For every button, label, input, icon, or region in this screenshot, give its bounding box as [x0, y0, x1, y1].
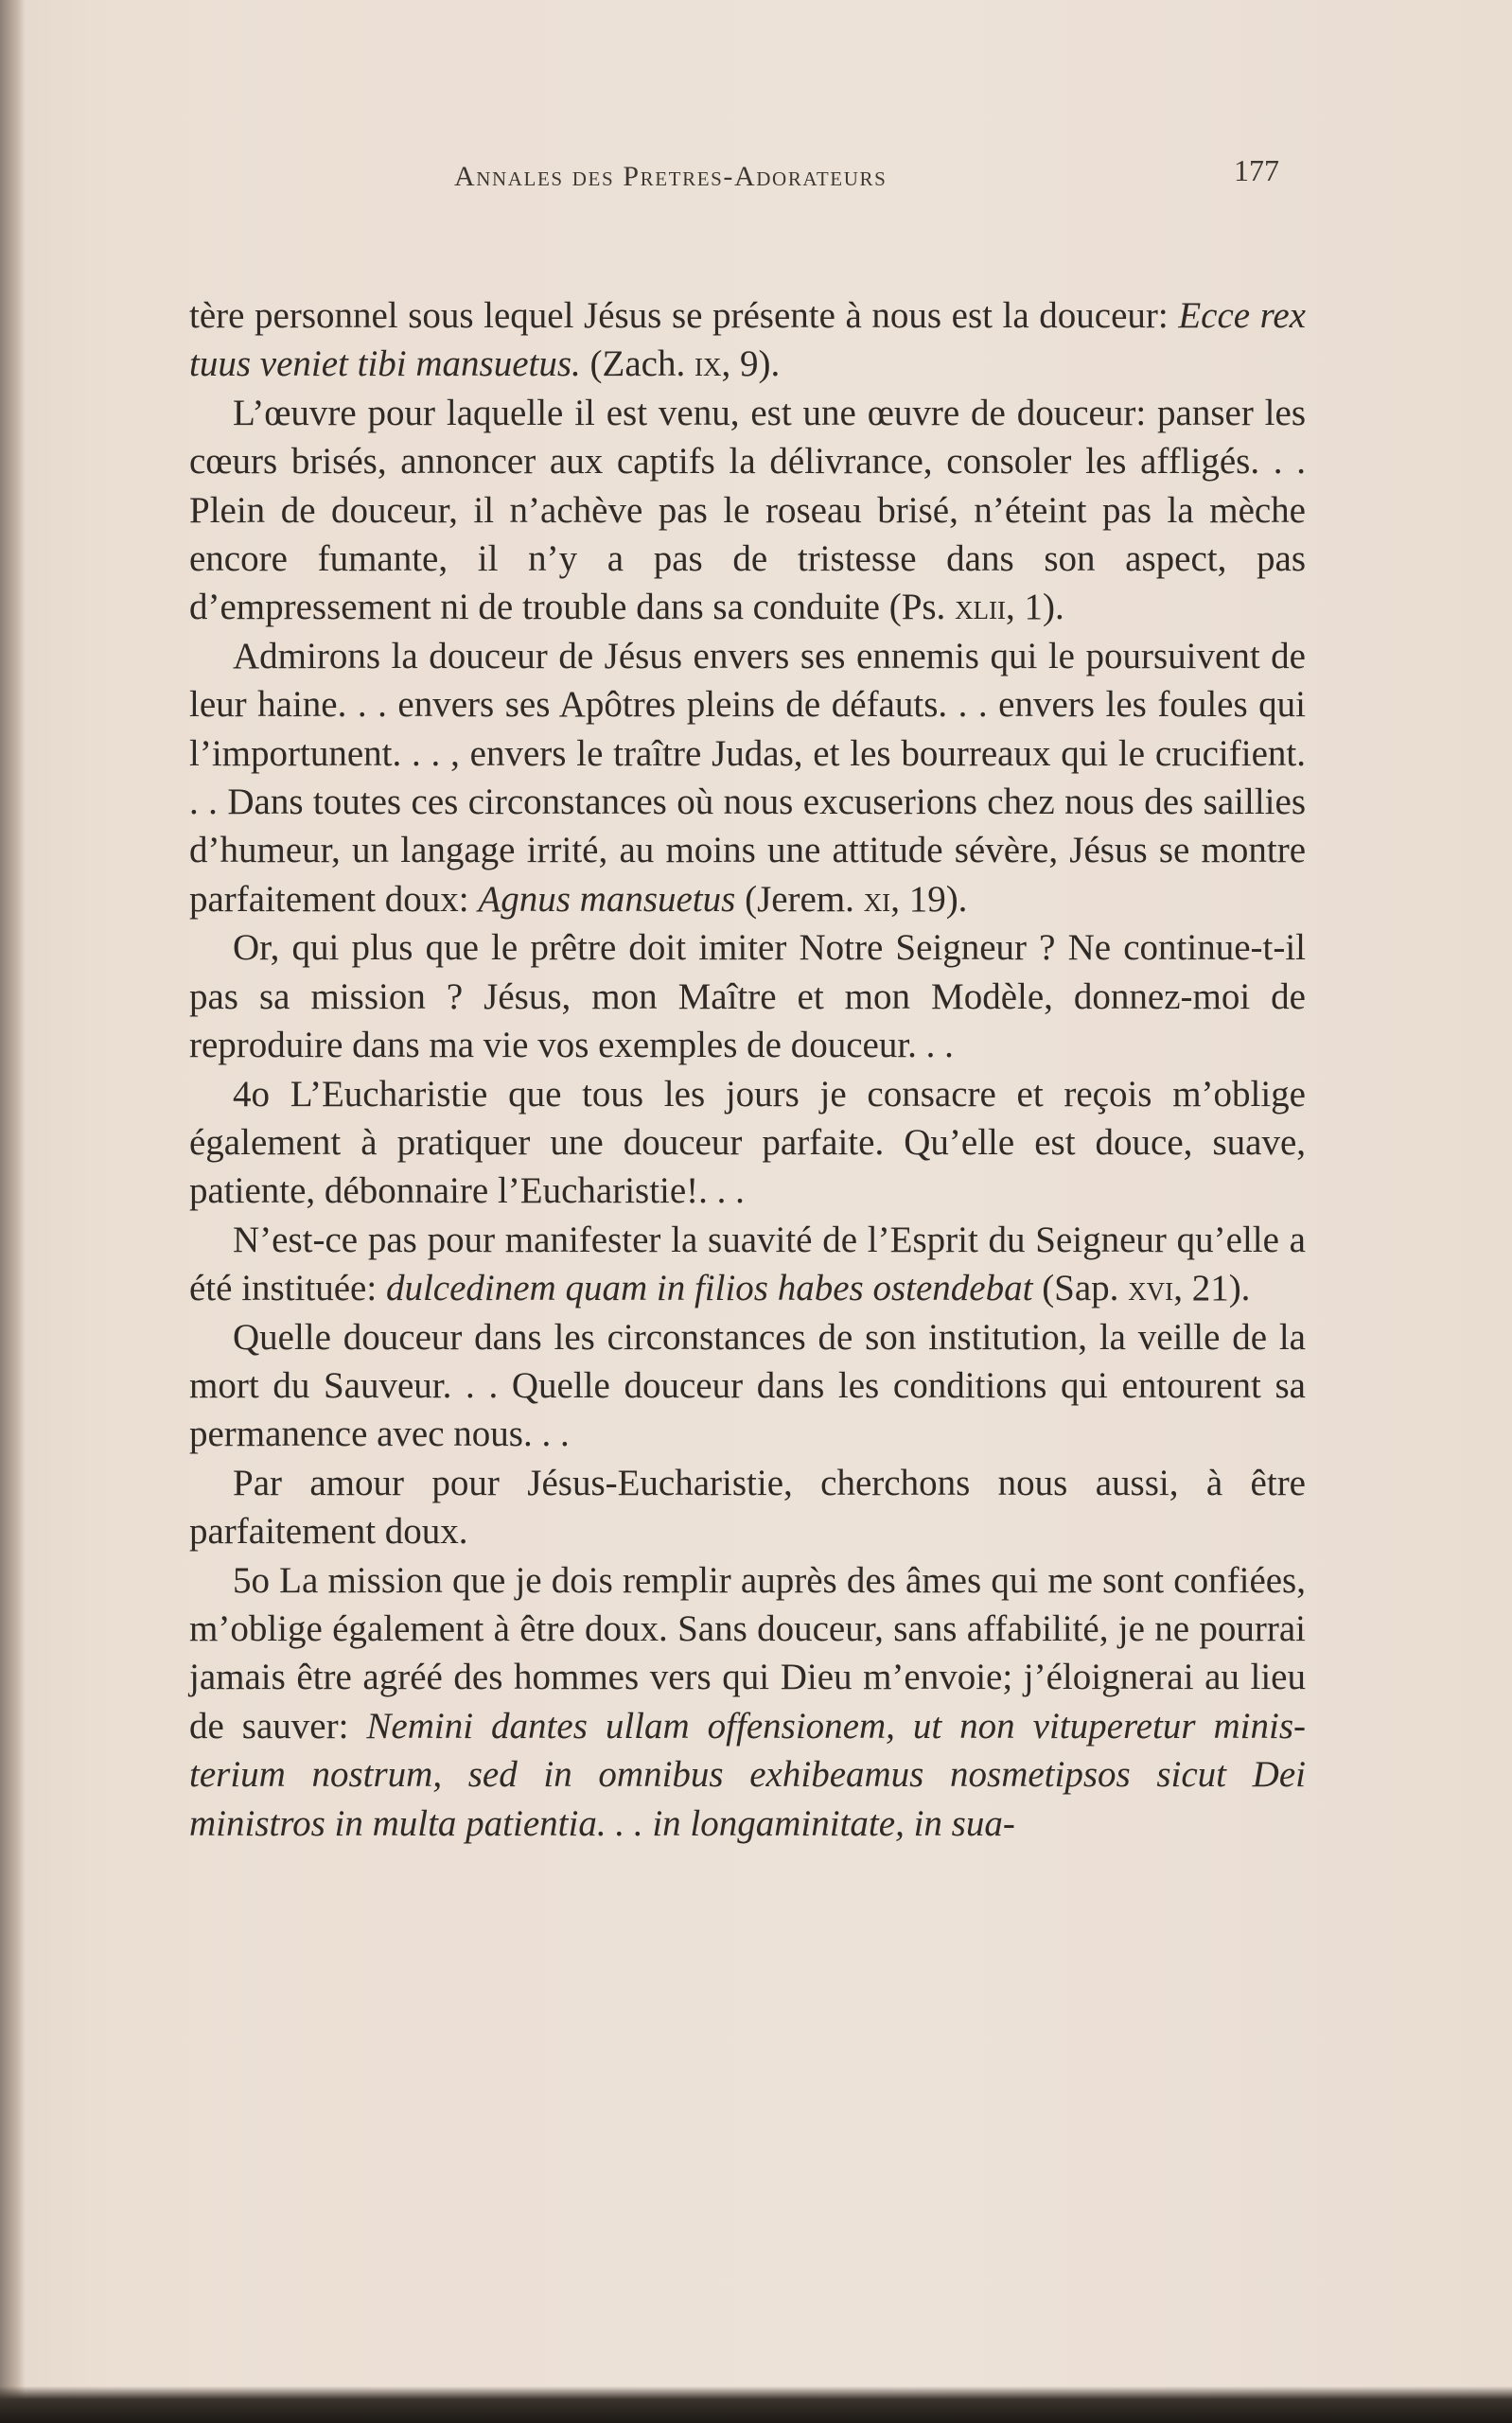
text-run: 5o La mission que je dois remplir auprès des âmes qui me sont confiées, m’oblige également à être doux. Sans douceur, sans affabilité, je ne pourrai jamais être agréé des hommes vers qui Dieu m’envoie; j’éloignerai au lieu de sauver: [189, 1559, 1306, 1747]
text-run: (Jerem. [735, 878, 864, 920]
text-run: Admirons la douceur de Jésus envers ses ennemis qui le poursuivent de leur haine. . . envers ses Apôtres pleins de défauts. . . envers les foules qui l’importunent. . . , envers le traître Judas, et les bourreaux qui le crucifient. . . Dans toutes ces circonstances où nous excuserions chez nous des saillies d’humeur, un langage irrité, au moins une attitude sévère, Jésus se montre parfaitement doux: [189, 635, 1306, 920]
page-bottom-edge [0, 2386, 1512, 2423]
roman-numeral: xi [863, 878, 891, 920]
running-head: Annales des Pretres-Adorateurs [454, 161, 888, 192]
page-number: 177 [1234, 153, 1279, 187]
paragraph [189, 632, 1306, 923]
latin-quote: Nemini dantes ullam offensionem, ut non vituperetur ministerium nostrum, sed in omnibus exhibeamus nosmetipsos sicut Dei ministros in multa patientia. . . in longaminitate, in sua- [189, 1705, 1306, 1844]
paragraph [189, 1216, 1306, 1313]
paragraph [189, 291, 1306, 389]
text-run: Quelle douceur dans les circonstances de son institution, la veille de la mort du Sauveur. . . Quelle douceur dans les conditions qui entourent sa permanence avec nous. . . [189, 1316, 1306, 1455]
book-spine-shadow [0, 0, 25, 2423]
text-run: N’est-ce pas pour manifester la suavité de l’Esprit du Seigneur qu’elle a été instituée: [189, 1219, 1306, 1309]
paragraph [189, 1556, 1306, 1848]
latin-quote: Ecce rex tuus veniet tibi mansuetus. [189, 295, 1306, 385]
text-run: 4o L’Eucharistie que tous les jours je consacre et reçois m’oblige également à pratiquer une douceur parfaite. Qu’elle est douce, suave, patiente, débonnaire l’Eucharistie!. . . [189, 1073, 1306, 1212]
paragraph [189, 1070, 1306, 1216]
roman-numeral: ix [694, 343, 722, 385]
text-run: Or, qui plus que le prêtre doit imiter Notre Seigneur ? Ne continue-t-il pas sa mission ? Jésus, mon Maître et mon Modèle, donnez-moi de reproduire dans ma vie vos exemples de douceur. . . [189, 927, 1306, 1066]
paragraph [189, 923, 1306, 1069]
paragraph [189, 1459, 1306, 1556]
body-text [189, 291, 1306, 1848]
latin-quote: Agnus mansuetus [478, 878, 736, 920]
text-run: , 21). [1173, 1268, 1251, 1309]
roman-numeral: xlii [955, 587, 1007, 628]
text-run: , 9). [721, 343, 781, 385]
paragraph [189, 389, 1306, 632]
text-run: (Sap. [1032, 1268, 1129, 1309]
text-run: , 1). [1006, 587, 1064, 628]
text-run: tère personnel sous lequel Jésus se présente à nous est la douceur: [189, 295, 1179, 336]
latin-quote: dulcedinem quam in filios habes ostendebat [385, 1268, 1033, 1309]
paragraph [189, 1313, 1306, 1459]
text-run: , 19). [890, 878, 968, 920]
text-run: Par amour pour Jésus-Eucharistie, cherchons nous aussi, à être parfaitement doux. [189, 1462, 1306, 1553]
roman-numeral: xvi [1128, 1268, 1174, 1309]
text-run: (Zach. [580, 343, 694, 385]
text-run: L’œuvre pour laquelle il est venu, est une œuvre de douceur: panser les cœurs brisés, annoncer aux captifs la délivrance, consoler les affligés. . . Plein de douceur, il n’achève pas le roseau brisé, n’éteint pas la mèche encore fumante, il n’y a pas de tristesse dans son aspect, pas d’empressement ni de trouble dans sa conduite (Ps. [189, 392, 1306, 628]
